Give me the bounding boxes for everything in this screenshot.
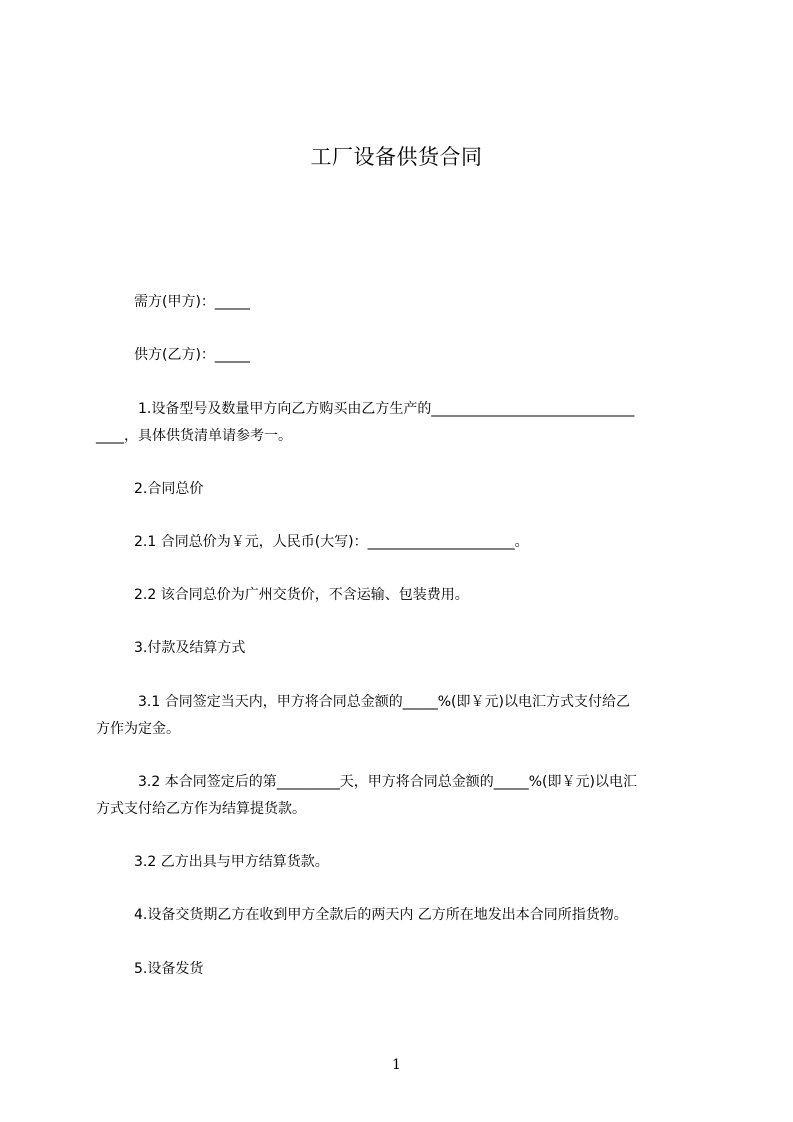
clause-3-1-line-1: 3.1 合同签定当天内，甲方将合同总金额的_____%(即￥元)以电汇方式支付给乙 [138,694,630,710]
clause-3-heading: 3.付款及结算方式 [134,640,246,656]
clause-3-2-line-2: 方式支付给乙方作为结算提货款。 [96,801,306,817]
clause-2-heading: 2.合同总价 [134,481,204,497]
buyer-party-line: 需方(甲方)：_____ [134,294,250,310]
clause-3-1-line-2: 方作为定金。 [96,721,180,737]
clause-1-line-1: 1.设备型号及数量甲方向乙方购买由乙方生产的_____________________________ [138,401,635,417]
clause-1-line-2: ____，具体供货清单请参考一。 [96,428,292,444]
clause-3-2-line-1: 3.2 本合同签定后的第_________天，甲方将合同总金额的_____%(即￥元)以电汇 [138,774,637,790]
clause-2-1: 2.1 合同总价为￥元，人民币(大写)：_____________________。 [134,534,529,550]
clause-4: 4.设备交货期乙方在收到甲方全款后的两天内 乙方所在地发出本合同所指货物。 [134,907,628,923]
supplier-party-line: 供方(乙方)：_____ [134,347,250,363]
clause-3-2-settlement: 3.2 乙方出具与甲方结算货款。 [134,854,329,870]
clause-2-2: 2.2 该合同总价为广州交货价，不含运输、包装费用。 [134,587,469,603]
page-number: 1 [392,1057,401,1073]
clause-5-heading: 5.设备发货 [134,961,204,977]
document-title: 工厂设备供货合同 [310,145,483,169]
